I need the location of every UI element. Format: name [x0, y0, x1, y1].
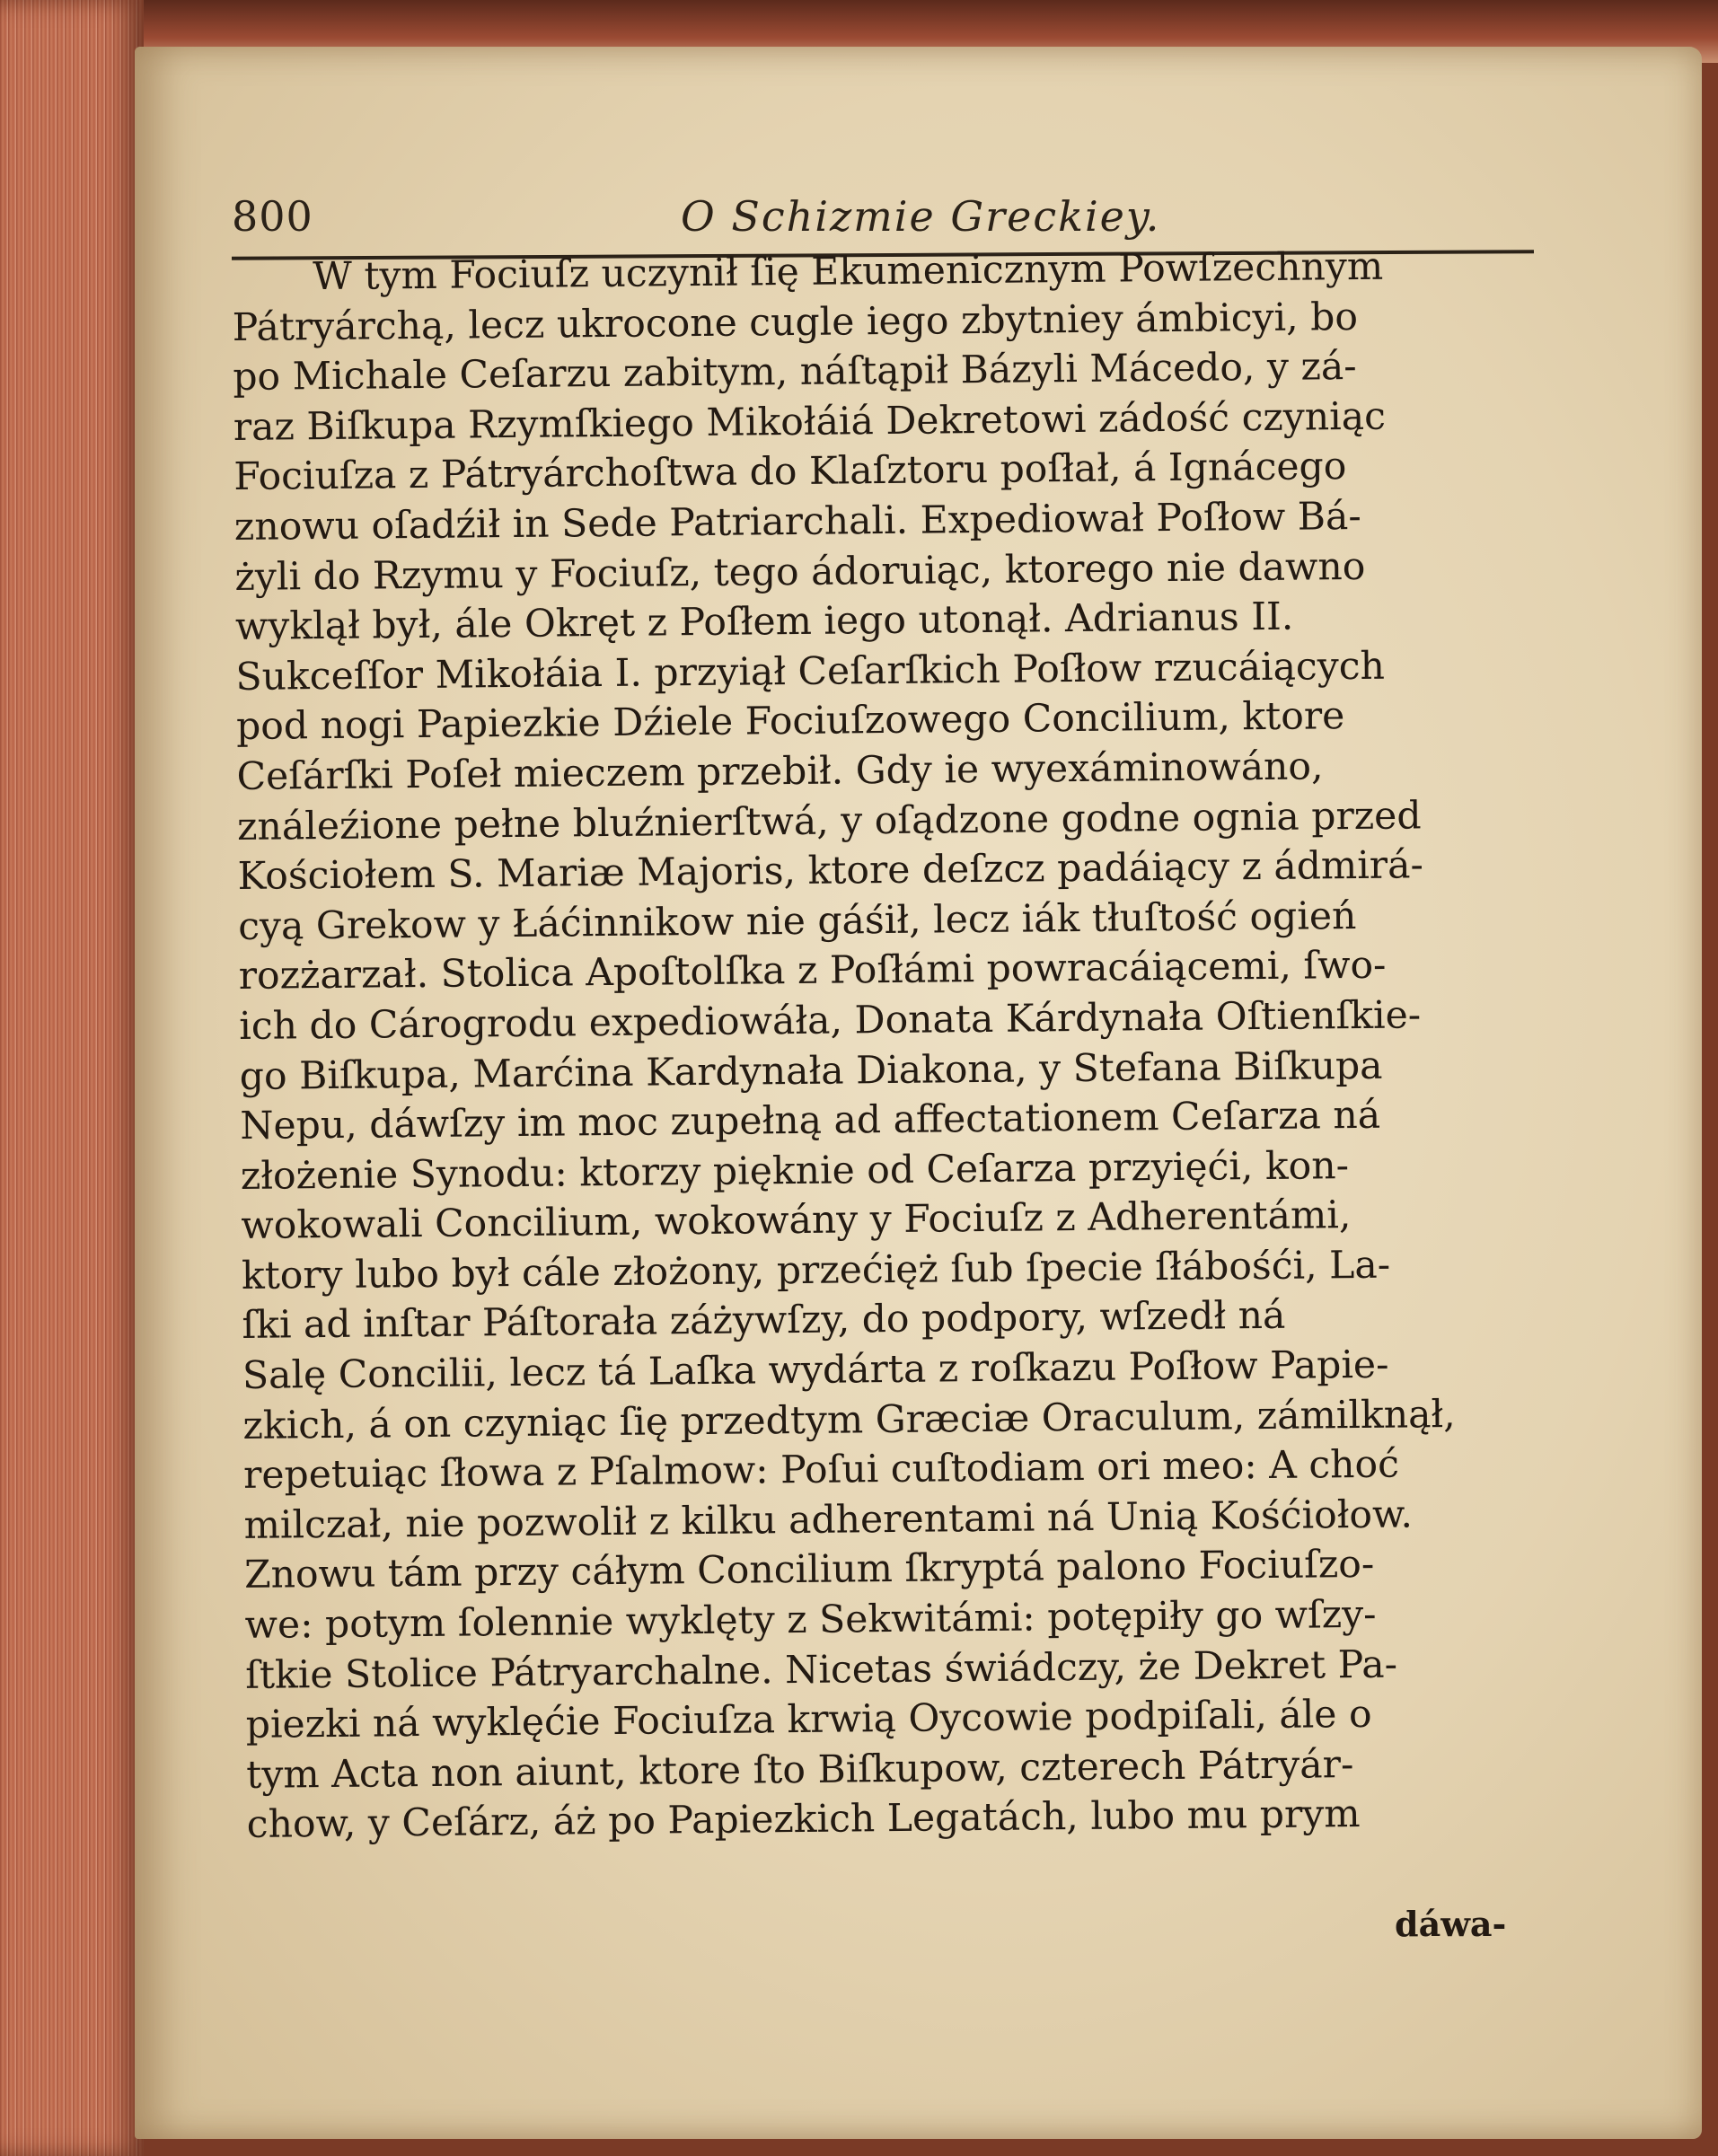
text-line: piezki ná wyklęćie Fociuſza krwią Oycowie podpiſali, ále o: [245, 1693, 1372, 1748]
catchword: dáwa-: [1395, 1904, 1507, 1944]
text-line: złożenie Synodu: ktorzy pięknie od Ceſarza przyięći, kon-: [240, 1143, 1350, 1199]
text-line: W tym Fociuſz uczynił ſię Ekumenicznym Powſzechnym: [313, 244, 1384, 300]
running-title: O Schizmie Greckiey.: [681, 192, 1161, 241]
text-line: po Michale Ceſarzu zabitym, náſtąpił Bázyli Mácedo, y zá-: [233, 345, 1357, 400]
text-line: chow, y Ceſárz, áż po Papiezkich Legatách, lubo mu prym: [246, 1792, 1361, 1848]
text-line: znowu oſadźił in Sede Patriarchali. Expediował Poſłow Bá-: [233, 494, 1361, 550]
text-line: milczał, nie pozwolił z kilku adherentami ná Unią Kośćiołow.: [243, 1492, 1414, 1548]
text-line: Pátryárchą, lecz ukrocone cugle iego zbytniey ámbicyi, bo: [232, 295, 1359, 350]
text-line: Sukceſſor Mikołáia I. przyiął Ceſarſkich Poſłow rzucáiących: [235, 644, 1386, 700]
text-line: wokowali Concilium, wokowány y Fociuſz z Adherentámi,: [241, 1193, 1352, 1249]
text-line: żyli do Rzymu y Fociuſz, tego ádoruiąc, ktorego nie dawno: [234, 544, 1366, 600]
text-line: Fociuſza z Pátryárchoſtwa do Klaſztoru poſłał, á Ignácego: [233, 444, 1347, 500]
text-line: zkich, á on czyniąc ſię przedtym Græciæ Oraculum, zámilknął,: [242, 1392, 1456, 1448]
text-line: ſki ad inſtar Páſtorała záżywſzy, do podpory, wſzedł ná: [242, 1294, 1286, 1349]
text-line: wyklął był, ále Okręt z Poſłem iego utonął. Adrianus II.: [234, 594, 1294, 650]
text-line: raz Biſkupa Rzymſkiego Mikołáiá Dekretowi zádość czyniąc: [233, 394, 1387, 450]
text-line: rozżarzał. Stolica Apoſtolſka z Poſłámi powracáiącemi, ſwo-: [238, 944, 1387, 999]
body-text: [232, 241, 1594, 1851]
text-line: Salę Concilii, lecz tá Laſka wydárta z roſkazu Poſłow Papie-: [242, 1342, 1389, 1399]
text-line: Ceſárſki Poſeł mieczem przebił. Gdy ie wyexáminowáno,: [236, 744, 1324, 799]
text-line: we: potym ſolennie wyklęty z Sekwitámi: potępiły go wſzy-: [244, 1592, 1377, 1648]
page-stack-edge: [0, 0, 144, 2156]
text-line: go Biſkupa, Marćina Kardynała Diakona, y Stefana Biſkupa: [239, 1043, 1383, 1099]
text-line: Nepu, dáwſzy im moc zupełną ad affectationem Ceſarza ná: [240, 1093, 1381, 1149]
text-line: Kościołem S. Mariæ Majoris, ktore deſzcz padáiący z ádmirá-: [237, 843, 1424, 900]
text-line: Znowu tám przy cáłym Concilium ſkryptá palono Fociuſzo-: [243, 1543, 1375, 1598]
text-line: ktory lubo był cále złożony, przećięż ſub ſpecie ſłábośći, La-: [241, 1243, 1391, 1298]
text-line: ich do Cárogrodu expediowáła, Donata Kárdynała Oſtienſkie-: [239, 993, 1422, 1049]
text-line: ználeźione pełne bluźnierſtwá, y oſądzone godne ognia przed: [236, 793, 1422, 849]
text-line: tym Acta non aiunt, ktore ſto Biſkupow, czterech Pátryár-: [246, 1742, 1354, 1798]
text-line: pod nogi Papiezkie Dźiele Fociuſzowego Concilium, ktore: [235, 694, 1345, 750]
page-number: 800: [232, 192, 313, 241]
text-line: repetuiąc ſłowa z Pſalmow: Poſui cuſtodiam ori meo: A choć: [242, 1442, 1400, 1499]
text-line: ſtkie Stolice Pátryarchalne. Nicetas świádczy, że Dekret Pa-: [244, 1642, 1398, 1698]
text-line: cyą Grekow y Łáćinnikow nie gáśił, lecz iák tłuſtość ogień: [237, 893, 1357, 949]
